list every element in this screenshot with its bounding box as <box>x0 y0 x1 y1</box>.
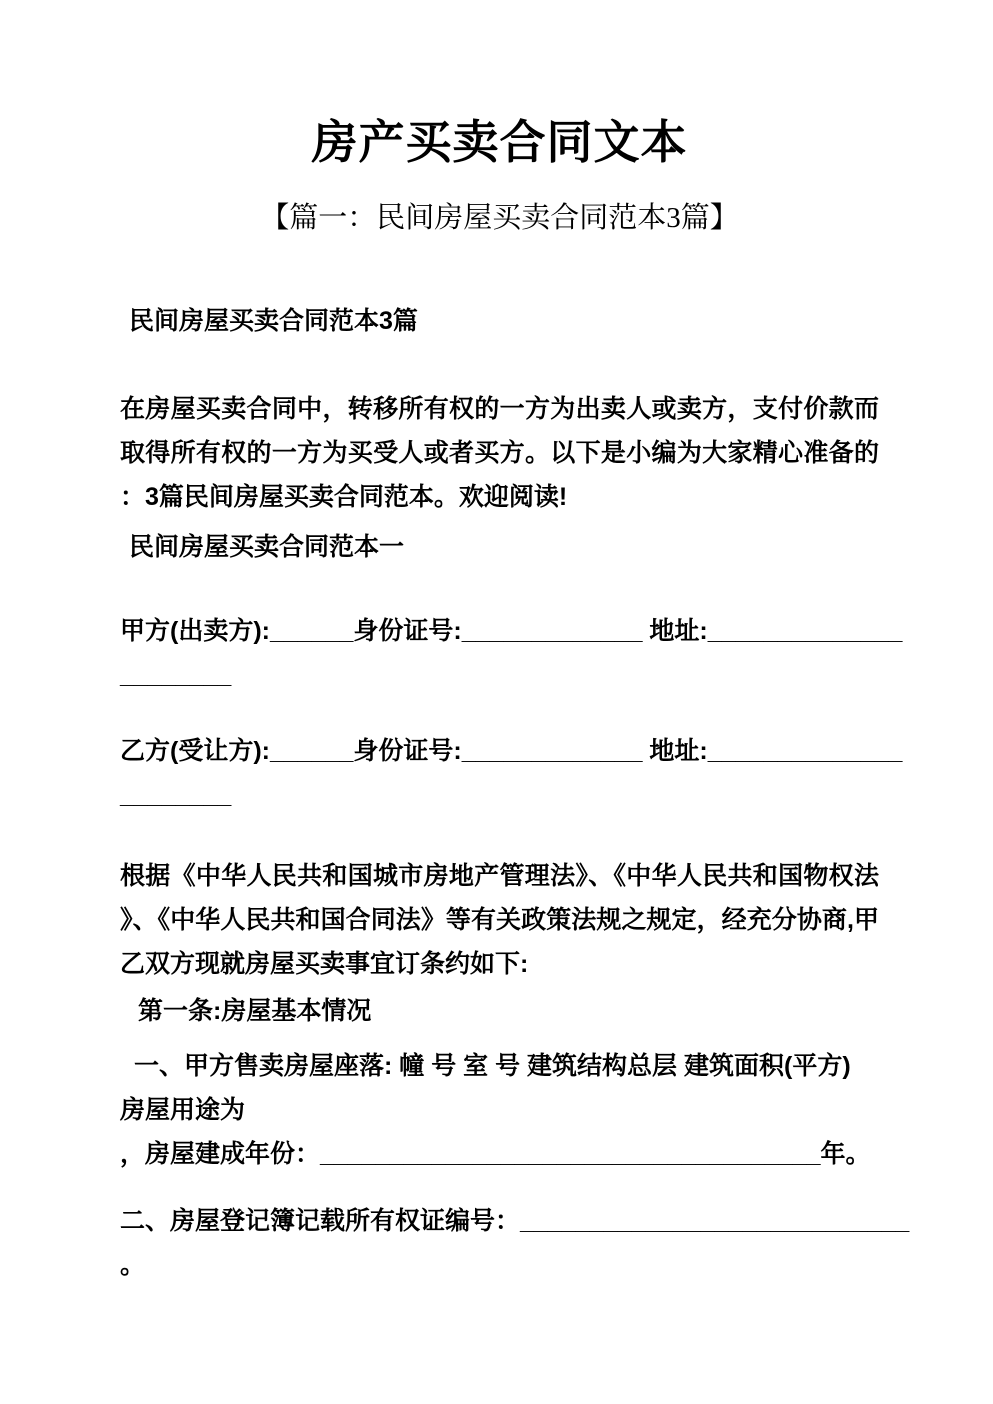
article1-item1-line3-year-blank: ，房屋建成年份：____________________________________年。 <box>120 1140 871 1168</box>
intro-paragraph: 在房屋买卖合同中，转移所有权的一方为出卖人或卖方，支付价款而取得所有权的一方为买受人或者买方。以下是小编为大家精心准备的：3篇民间房屋买卖合同范本。欢迎阅读! <box>120 395 879 511</box>
party-a-blank-line <box>120 609 903 697</box>
party-a-line2-underline: ________ <box>120 661 232 689</box>
party-a-line1: 甲方(出卖方):______身份证号:_____________ 地址:______________ <box>120 617 903 645</box>
article1-item2-line1-certificate-blank: 二、房屋登记簿记载所有权证编号：____________________________ <box>120 1207 910 1235</box>
legal-basis-paragraph: 根据《中华人民共和国城市房地产管理法》、《中华人民共和国物权法》、《中华人民共和国合同法》等有关政策法规之规定，经充分协商,甲乙双方现就房屋买卖事宜订条约如下: <box>120 862 879 978</box>
heading-fanben-1: 民间房屋买卖合同范本一 <box>129 533 405 561</box>
party-b-blank-line <box>120 729 903 817</box>
article1-item1-line1: 一、甲方售卖房屋座落: 幢 号 室 号 建筑结构总层 建筑面积(平方) <box>134 1052 851 1080</box>
article1-item2-line2-period: 。 <box>120 1251 146 1279</box>
article1-item1-line2: 房屋用途为 <box>120 1096 246 1124</box>
section-subtitle: 【篇一：民间房屋买卖合同范本3篇】 <box>260 202 739 234</box>
party-b-line1: 乙方(受让方):______身份证号:_____________ 地址:______________ <box>120 737 903 765</box>
article1-heading: 第一条:房屋基本情况 <box>138 997 372 1025</box>
document-title: 房产买卖合同文本 <box>311 117 688 168</box>
article1-item2 <box>120 1199 910 1287</box>
article1-item1 <box>120 1044 879 1176</box>
party-b-line2-underline: ________ <box>120 781 232 809</box>
heading-fanben-3pian: 民间房屋买卖合同范本3篇 <box>129 307 418 335</box>
